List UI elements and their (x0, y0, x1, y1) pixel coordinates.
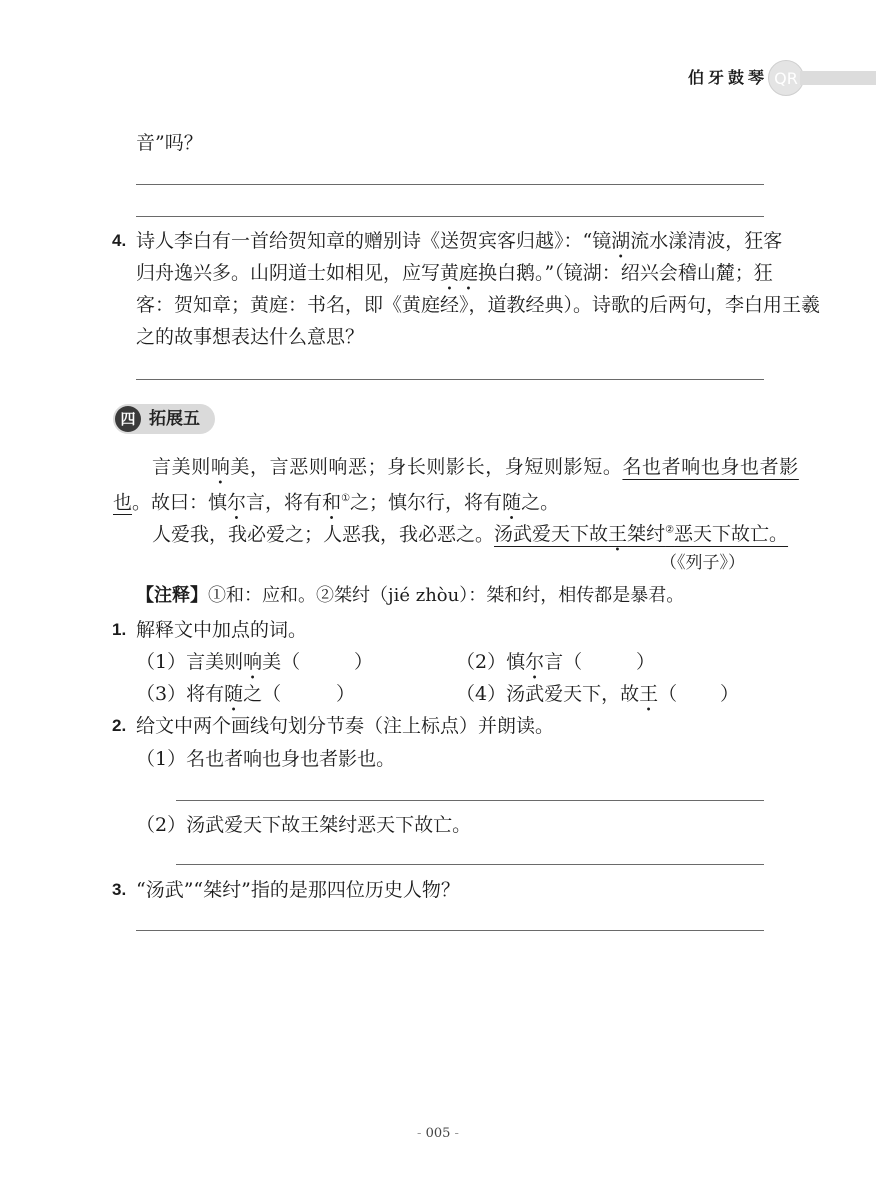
section-number-icon: 四 (115, 406, 141, 432)
question-number: 2. (112, 716, 127, 735)
question-number: 1. (112, 620, 127, 639)
q1-item-1-close: ） (354, 651, 374, 673)
q3-prompt: “汤武”“桀纣”指的是那四位历史人物？ (136, 879, 460, 901)
header-bar (800, 71, 876, 85)
passage-source: （《列子》） (660, 553, 745, 573)
notes: 【注释】①和：应和。②桀纣（jié zhòu）：桀和纣，相传都是暴君。 (136, 585, 685, 606)
passage-line-2: 也。故曰：慎尔言，将有和①之；慎尔行，将有随之。 (113, 491, 560, 514)
passage-line-1: 言美则响美，言恶则响恶；身长则影长，身短则影短。名也者响也身也者影 (152, 456, 799, 478)
svg-text:QR: QR (774, 69, 798, 88)
question-number: 3. (112, 880, 127, 899)
q4-line-2: 归舟逸兴多。山阴道士如相见，应写黄庭换白鹅。”（镜湖：绍兴会稽山麓；狂 (136, 262, 773, 284)
answer-line (136, 216, 764, 217)
q3-continuation: 音”吗？ (136, 132, 203, 154)
section-heading (113, 404, 215, 434)
q1-item-2: （2）慎尔言（ (456, 651, 583, 673)
question-number: 4. (112, 231, 127, 250)
q2-prompt: 给文中两个画线句划分节奏（注上标点）并朗读。 (136, 715, 555, 737)
q1-item-1: （1）言美则响美（ (136, 651, 301, 673)
header-emblem-icon (768, 60, 804, 96)
answer-line (176, 800, 764, 801)
q2-item-2: （2）汤武爱天下故王桀纣恶天下故亡。 (136, 814, 472, 836)
q4-line-4: 之的故事想表达什么意思？ (136, 326, 365, 348)
passage-line-3: 人爱我，我必爱之；人恶我，我必恶之。汤武爱天下故王桀纣②恶天下故亡。 (152, 523, 789, 546)
q1-item-4: （4）汤武爱天下，故王（ (456, 683, 678, 705)
q1-item-3-close: ） (336, 683, 356, 705)
section-label: 拓展五 (149, 409, 200, 429)
q4-line-3: 客：贺知章；黄庭：书名，即《黄庭经》，道教经典）。诗歌的后两句，李白用王羲 (136, 294, 821, 316)
answer-line (136, 184, 764, 185)
answer-line (136, 379, 764, 380)
q1-item-3: （3）将有随之（ (136, 683, 282, 705)
q1-prompt: 解释文中加点的词。 (136, 619, 308, 641)
q1-item-4-close: ） (720, 683, 740, 705)
header-title: 伯牙鼓琴 (688, 68, 769, 87)
q2-item-1: （1）名也者响也身也者影也。 (136, 748, 396, 770)
answer-line (176, 864, 764, 865)
page-number: - 005 - (417, 1126, 459, 1141)
q1-item-2-close: ） (636, 651, 656, 673)
q4-line-1: 诗人李白有一首给贺知章的赠别诗《送贺宾客归越》：“镜湖流水漾清波，狂客 (136, 230, 783, 252)
answer-line (136, 930, 764, 931)
